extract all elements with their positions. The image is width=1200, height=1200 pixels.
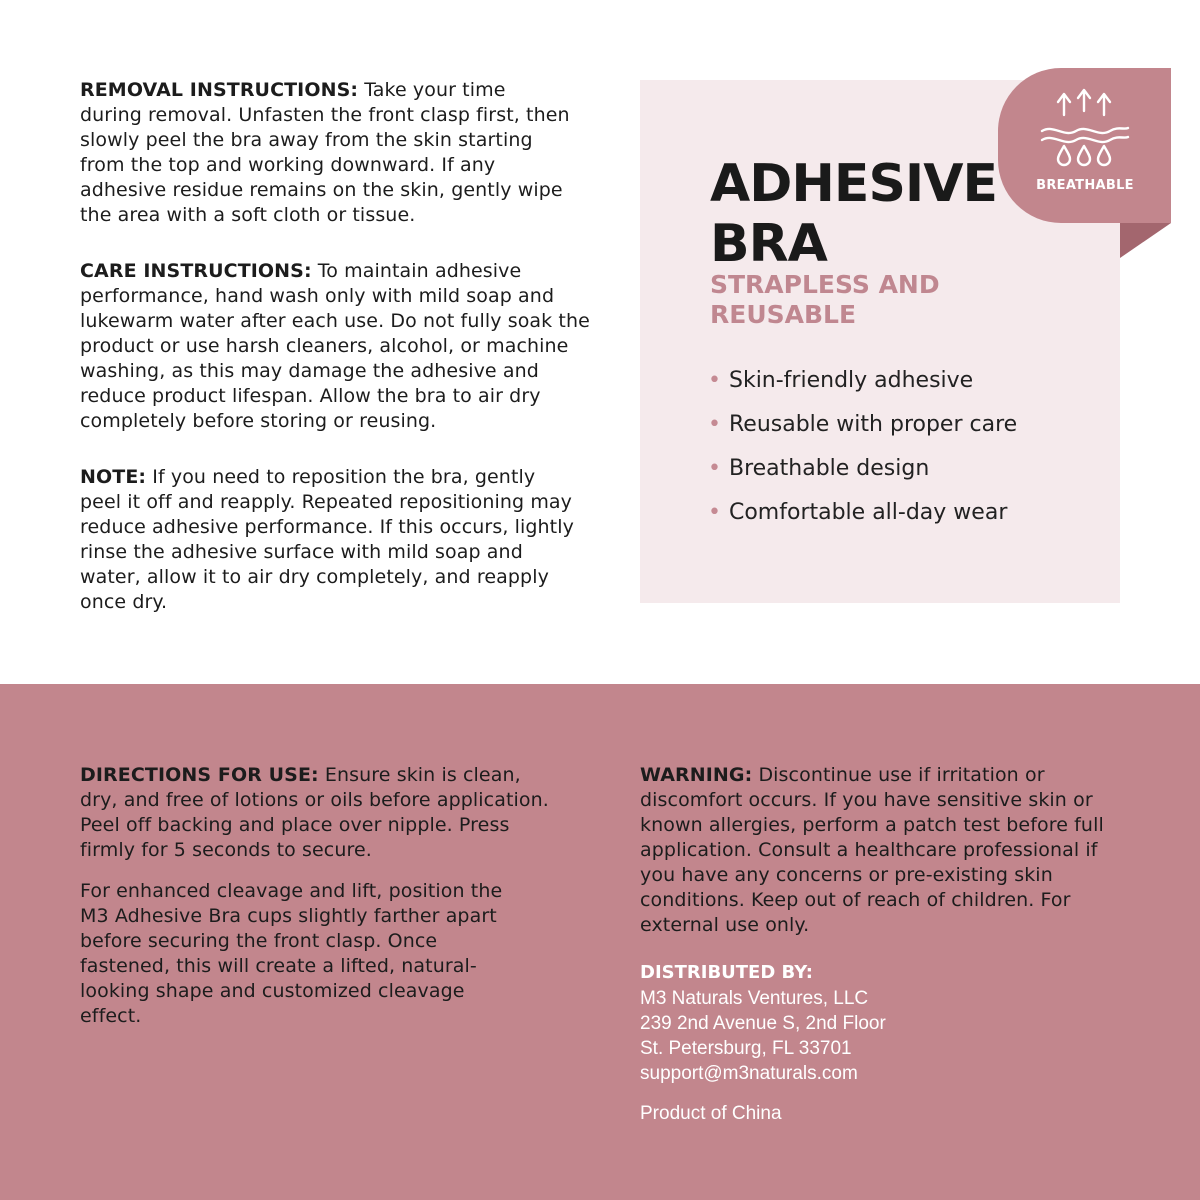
product-subtitle-line2: REUSABLE bbox=[710, 300, 857, 329]
feature-item bbox=[708, 367, 1017, 411]
feature-label: Reusable with proper care bbox=[728, 412, 1018, 437]
feature-label: Breathable design bbox=[728, 456, 930, 481]
warning-paragraph bbox=[640, 763, 1120, 938]
ribbon-fold bbox=[1120, 223, 1171, 258]
care-label: CARE INSTRUCTIONS: bbox=[80, 260, 312, 282]
directions-label: DIRECTIONS FOR USE: bbox=[80, 764, 319, 786]
bullet-icon: • bbox=[708, 456, 721, 481]
product-origin: Product of China bbox=[640, 1103, 782, 1124]
product-subtitle bbox=[710, 270, 940, 330]
distributor-company: M3 Naturals Ventures, LLC bbox=[640, 988, 869, 1009]
breathable-badge bbox=[998, 68, 1171, 258]
directions-text: Ensure skin is clean, dry, and free of lotions or oils before application. Peel off backing and place over nipple. Press firmly for 5 seconds to secure. bbox=[80, 764, 549, 861]
directions-for-use bbox=[80, 763, 550, 863]
bullet-icon: • bbox=[708, 368, 721, 393]
removal-label: REMOVAL INSTRUCTIONS: bbox=[80, 79, 359, 101]
warning-text: Discontinue use if irritation or discomfort occurs. If you have sensitive skin or known allergies, perform a patch test before full application. Consult a healthcare professional if you have any concerns or pre-existing skin conditions. Keep out of reach of children. For external use only. bbox=[640, 764, 1104, 936]
distributor-email: support@m3naturals.com bbox=[640, 1063, 858, 1084]
product-title bbox=[710, 154, 997, 274]
distributor-label: DISTRIBUTED BY: bbox=[640, 962, 813, 983]
feature-item bbox=[708, 455, 1017, 499]
removal-instructions bbox=[80, 78, 570, 228]
distributor-city: St. Petersburg, FL 33701 bbox=[640, 1038, 852, 1059]
feature-item bbox=[708, 499, 1017, 543]
warning-label: WARNING: bbox=[640, 764, 753, 786]
feature-label: Comfortable all-day wear bbox=[728, 500, 1008, 525]
bullet-icon: • bbox=[708, 500, 721, 525]
distributor-street: 239 2nd Avenue S, 2nd Floor bbox=[640, 1013, 886, 1034]
feature-label: Skin-friendly adhesive bbox=[728, 368, 974, 393]
note-label: NOTE: bbox=[80, 466, 147, 488]
badge-label: BREATHABLE bbox=[1036, 178, 1134, 193]
product-title-line2: BRA bbox=[710, 214, 827, 274]
product-subtitle-line1: STRAPLESS AND bbox=[710, 270, 940, 299]
feature-list bbox=[708, 367, 1017, 543]
note-text: If you need to reposition the bra, gently peel it off and reapply. Repeated repositioning may reduce adhesive performance. If this occurs, lightly rinse the adhesive surface with mild soap and water, allow it to air dry completely, and reapply once dry. bbox=[80, 466, 574, 613]
distributor-block bbox=[640, 960, 886, 1086]
cleavage-tip: For enhanced cleavage and lift, position the M3 Adhesive Bra cups slightly farther apart before securing the front clasp. Once fastened, this will create a lifted, natural-looking shape and customized cleavage effect. bbox=[80, 880, 503, 1027]
removal-text: Take your time during removal. Unfasten the front clasp first, then slowly peel the bra away from the skin starting from the top and working downward. If any adhesive residue remains on the skin, gently wipe the area with a soft cloth or tissue. bbox=[80, 79, 570, 226]
note-paragraph bbox=[80, 465, 580, 615]
bullet-icon: • bbox=[708, 412, 721, 437]
feature-item bbox=[708, 411, 1017, 455]
care-text: To maintain adhesive performance, hand wash only with mild soap and lukewarm water after each use. Do not fully soak the product or use harsh cleaners, alcohol, or machine washing, as this may damage the adhesive and reduce product lifespan. Allow the bra to air dry completely before storing or reusing. bbox=[80, 260, 590, 432]
care-instructions bbox=[80, 259, 610, 434]
product-title-line1: ADHESIVE bbox=[710, 154, 998, 214]
